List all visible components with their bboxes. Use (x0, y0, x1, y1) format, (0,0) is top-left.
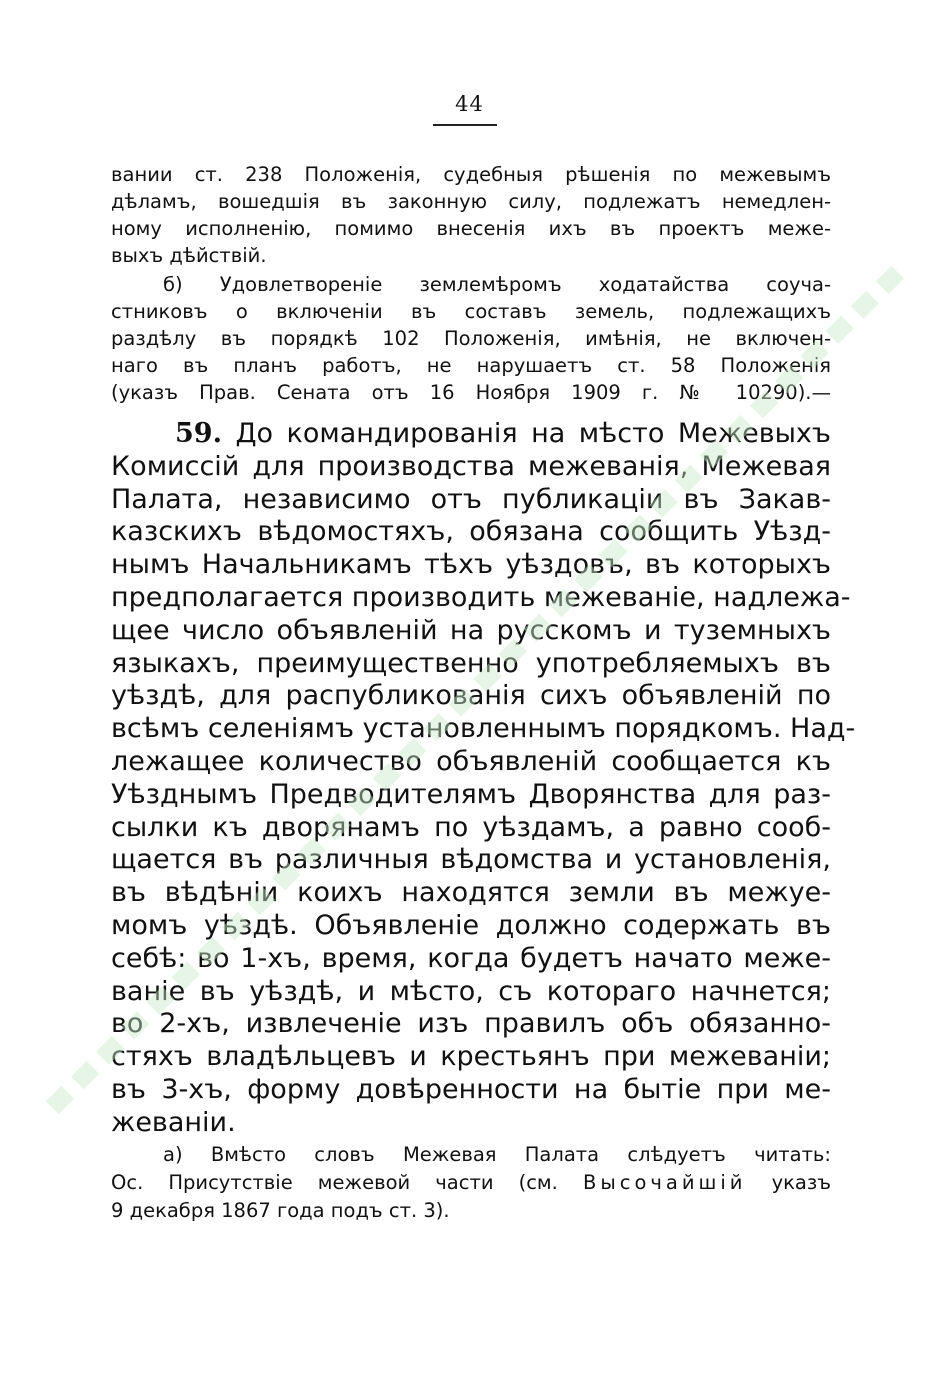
text-line: выхъ дѣйствій. (111, 244, 267, 267)
text-line: щее число объявленій на русскомъ и туземныхъ (111, 614, 831, 646)
text-line: дѣламъ, вошедшія въ законную силу, подлежатъ немедлен- (111, 190, 831, 213)
text-line: въ вѣдѣніи коихъ находятся земли въ межуе- (111, 877, 831, 909)
text-line: б) Удовлетвореніе землемѣромъ ходатайства соуча- (163, 273, 831, 296)
text-line: (указъ Прав. Сената отъ 16 Ноября 1909 г. № 10290).— (111, 381, 831, 404)
article-number: 59. (175, 418, 222, 449)
text-line (111, 1169, 831, 1197)
watermark-mark (71, 1061, 99, 1089)
footnote-text: Ос. Присутствіе межевой части (см. (111, 1171, 558, 1194)
text-line: ваніе въ уѣздѣ, и мѣсто, съ котораго начнется; (111, 975, 831, 1007)
text-line: щается въ различныя вѣдомства и установленія, (111, 844, 831, 876)
watermark-mark (46, 1086, 74, 1114)
text-line: жеваніи. (111, 1106, 236, 1138)
text-line: нымъ Начальникамъ тѣхъ уѣздовъ, въ которыхъ (111, 549, 831, 581)
text-line: уѣздѣ, для распубликованія сихъ объявленій по (111, 680, 831, 712)
text-line: себѣ: во 1-хъ, время, когда будетъ начато меже- (111, 942, 831, 974)
text-line: казскихъ вѣдомостяхъ, обязана сообщить Уѣзд- (111, 516, 831, 548)
text-line: языкахъ, преимущественно употребляемыхъ въ (111, 647, 831, 679)
text-line: сылки къ дворянамъ по уѣздамъ, а равно сооб- (111, 811, 831, 843)
page-number: 44 (455, 92, 484, 116)
article-first-line (111, 418, 831, 451)
text-line: а) Вмѣсто словъ Межевая Палата слѣдуетъ читать: (163, 1143, 831, 1166)
text-line: 9 декабря 1867 года подъ ст. 3). (111, 1199, 450, 1222)
text-line: ному исполненію, помимо внесенія ихъ въ проектъ меже- (111, 217, 831, 240)
watermark-mark (851, 291, 879, 319)
text-line: Уѣзднымъ Предводителямъ Дворянства для раз- (111, 778, 831, 810)
watermark-mark (876, 266, 904, 294)
top-paragraph (111, 161, 831, 269)
article-first-line-text: До командированія на мѣсто Межевыхъ (235, 418, 831, 449)
text-line: Палата, независимо отъ публикаціи въ Закав- (111, 483, 831, 515)
text-line: лежащее количество объявленій сообщается къ (111, 745, 831, 777)
text-line: раздѣлу въ порядкѣ 102 Положенія, имѣнія, не включен- (111, 327, 831, 350)
text-line: вании ст. 238 Положенія, судебныя рѣшенія по межевымъ (111, 163, 831, 186)
text-line: стниковъ о включеніи въ составъ земель, подлежащихъ (111, 300, 831, 323)
footnote-text: указъ (771, 1171, 831, 1194)
page-number-rule (433, 124, 497, 126)
footnote-emphasis: Высочайшій (582, 1171, 747, 1194)
text-line: стяхъ владѣльцевъ и крестьянъ при межеваніи; (111, 1041, 831, 1073)
text-line: момъ уѣздѣ. Объявленіе должно содержать въ (111, 909, 831, 941)
footnote (111, 1141, 831, 1225)
text-line: Комиссій для производства межеванія, Межевая (111, 450, 831, 482)
note-b (111, 271, 831, 406)
text-line: всѣмъ селеніямъ установленнымъ порядкомъ. Над- (111, 713, 856, 745)
text-line: во 2-хъ, извлеченіе изъ правилъ объ обязанно- (111, 1008, 831, 1040)
text-line: предполагается производить межеваніе, надлежа- (111, 581, 851, 613)
article-59 (111, 418, 856, 1140)
text-line: въ 3-хъ, форму довѣренности на бытіе при ме- (111, 1073, 831, 1105)
text-line: наго въ планъ работъ, не нарушаетъ ст. 58 Положенія (111, 354, 831, 377)
